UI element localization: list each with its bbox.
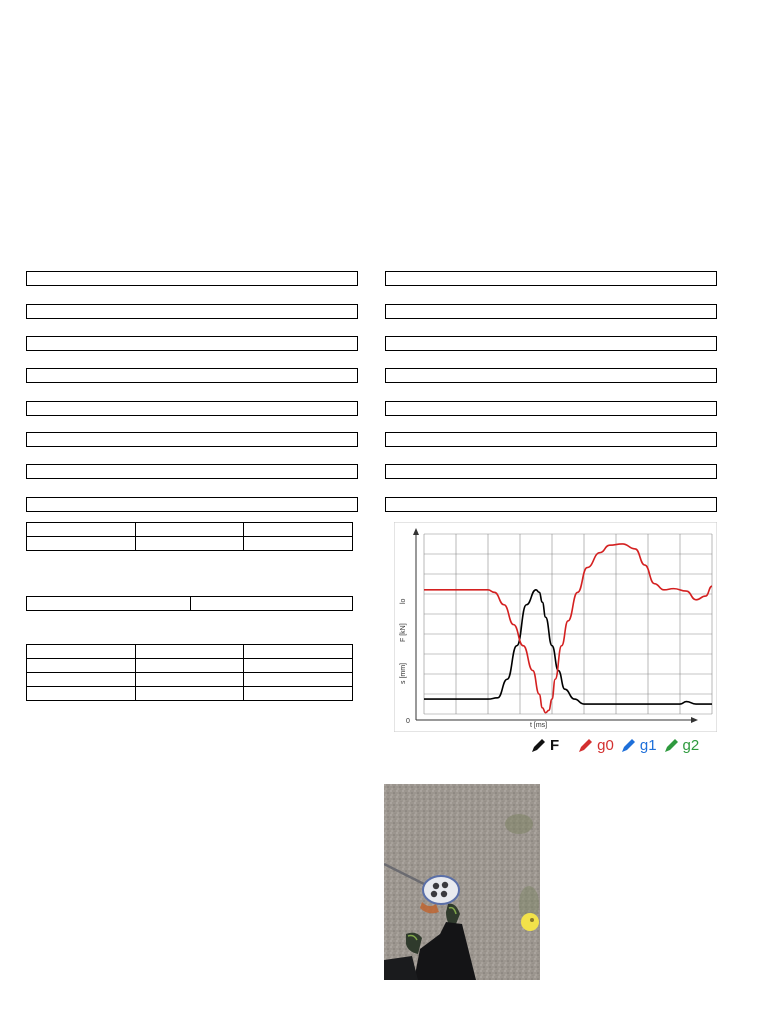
pen-icon (577, 736, 595, 754)
displacement-axis-label: s [mm] (400, 663, 407, 684)
force-axis-label: F [kN] (400, 623, 407, 642)
table-cell[interactable] (135, 645, 244, 659)
table-cell[interactable] (27, 523, 136, 537)
table-cell[interactable] (244, 659, 353, 673)
table-row (27, 687, 353, 701)
table-cell[interactable] (135, 687, 244, 701)
form-field-right-1[interactable] (385, 271, 717, 286)
table-cell[interactable] (244, 645, 353, 659)
x-axis-label: t [ms] (530, 722, 548, 729)
form-field-right-3[interactable] (385, 336, 717, 351)
legend-label-g2: g2 (682, 736, 700, 754)
table-cell[interactable] (27, 537, 136, 551)
chart-frame (394, 522, 717, 732)
table-cell[interactable] (27, 597, 191, 611)
legend-item-f[interactable] (530, 736, 559, 754)
load-plate (423, 876, 459, 904)
form-field-left-4[interactable] (26, 368, 358, 383)
table-row (27, 659, 353, 673)
table-cell[interactable] (135, 537, 244, 551)
form-field-left-5[interactable] (26, 401, 358, 416)
table-cell[interactable] (244, 537, 353, 551)
table-3 (26, 644, 353, 701)
shadow (384, 956, 418, 980)
plate-hole (431, 891, 437, 897)
table-cell[interactable] (191, 597, 353, 611)
table-cell[interactable] (244, 687, 353, 701)
table-row (27, 537, 353, 551)
table-row (27, 597, 353, 611)
pen-icon (620, 736, 638, 754)
form-field-left-6[interactable] (26, 432, 358, 447)
legend-label-g0: g0 (597, 736, 614, 754)
form-field-left-7[interactable] (26, 464, 358, 479)
load-test-chart (394, 522, 717, 732)
table-cell[interactable] (135, 659, 244, 673)
table-1 (26, 522, 353, 551)
pen-icon (530, 736, 548, 754)
field-test-photo-svg (384, 784, 540, 980)
legend-label-f: F (550, 736, 560, 754)
table-row (27, 673, 353, 687)
table-cell[interactable] (27, 687, 136, 701)
moss-patch (505, 814, 533, 834)
table-row (27, 523, 353, 537)
yellow-marker (521, 913, 539, 931)
form-field-right-2[interactable] (385, 304, 717, 319)
origin-label: 0 (406, 718, 410, 725)
form-field-right-6[interactable] (385, 432, 717, 447)
axis-marker: lo (400, 598, 407, 604)
legend-item-g0[interactable] (577, 736, 614, 754)
field-test-photo (384, 784, 540, 980)
table-2 (26, 596, 353, 611)
legend-label-g1: g1 (639, 736, 657, 754)
form-field-right-4[interactable] (385, 368, 717, 383)
plate-hole (441, 891, 447, 897)
chart-legend (530, 734, 705, 756)
pen-icon (663, 736, 681, 754)
chart-svg (394, 522, 717, 732)
table-cell[interactable] (135, 673, 244, 687)
table-cell[interactable] (27, 659, 136, 673)
table-cell[interactable] (27, 673, 136, 687)
yellow-marker-dot (530, 918, 534, 922)
legend-item-g2[interactable] (663, 736, 700, 754)
form-field-left-3[interactable] (26, 336, 358, 351)
table-cell[interactable] (27, 645, 136, 659)
form-field-left-2[interactable] (26, 304, 358, 319)
form-field-right-5[interactable] (385, 401, 717, 416)
legend-item-g1[interactable] (620, 736, 657, 754)
form-field-left-1[interactable] (26, 271, 358, 286)
form-field-right-7[interactable] (385, 464, 717, 479)
table-cell[interactable] (244, 673, 353, 687)
table-cell[interactable] (135, 523, 244, 537)
form-field-left-8[interactable] (26, 497, 358, 512)
table-row (27, 645, 353, 659)
table-cell[interactable] (244, 523, 353, 537)
plate-hole (433, 883, 439, 889)
form-field-right-8[interactable] (385, 497, 717, 512)
plate-hole (442, 882, 448, 888)
